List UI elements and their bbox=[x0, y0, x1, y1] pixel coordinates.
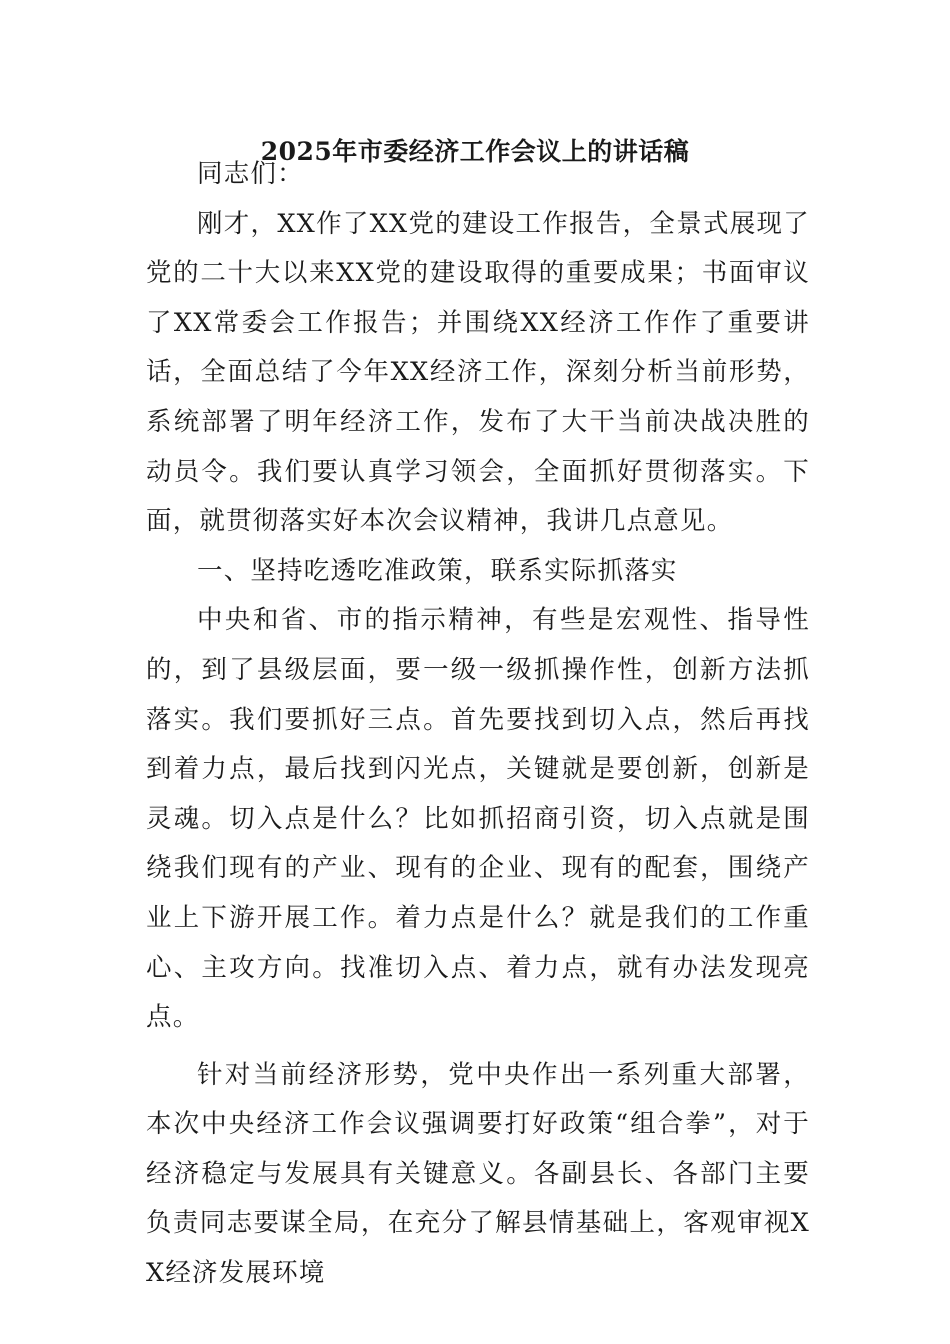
document-body bbox=[146, 150, 810, 1299]
paragraph-economic-situation: 针对当前经济形势，党中央作出一系列重大部署，本次中央经济工作会议强调要打好政策“组合拳”，对于经济稳定与发展具有关键意义。各副县长、各部门主要负责同志要谋全局，在充分了解县情基础上，客观审视XX经济发展环境 bbox=[146, 1059, 810, 1289]
paragraph-opening: 刚才，XX作了XX党的建设工作报告，全景式展现了党的二十大以来XX党的建设取得的重要成果；书面审议了XX常委会工作报告；并围绕XX经济工作作了重要讲话，全面总结了今年XX经济工作，深刻分析当前形势，系统部署了明年经济工作，发布了大干当前决战决胜的动员令。我们要认真学习领会，全面抓好贯彻落实。下面，就贯彻落实好本次会议精神，我讲几点意见。 bbox=[146, 208, 810, 537]
salutation: 同志们： bbox=[197, 159, 304, 189]
section-heading-1: 一、坚持吃透吃准政策，联系实际抓落实 bbox=[197, 555, 678, 586]
paragraph-policy-implementation: 中央和省、市的指示精神，有些是宏观性、指导性的，到了县级层面，要一级一级抓操作性，创新方法抓落实。我们要抓好三点。首先要找到切入点，然后再找到着力点，最后找到闪光点，关键就是要创新，创新是灵魂。切入点是什么？比如抓招商引资，切入点就是围绕我们现有的产业、现有的企业、现有的配套，围绕产业上下游开展工作。着力点是什么？就是我们的工作重心、主攻方向。找准切入点、着力点，就有办法发现亮点。 bbox=[146, 605, 810, 1033]
document-title: 2025年市委经济工作会议上的讲话稿 bbox=[260, 137, 690, 166]
